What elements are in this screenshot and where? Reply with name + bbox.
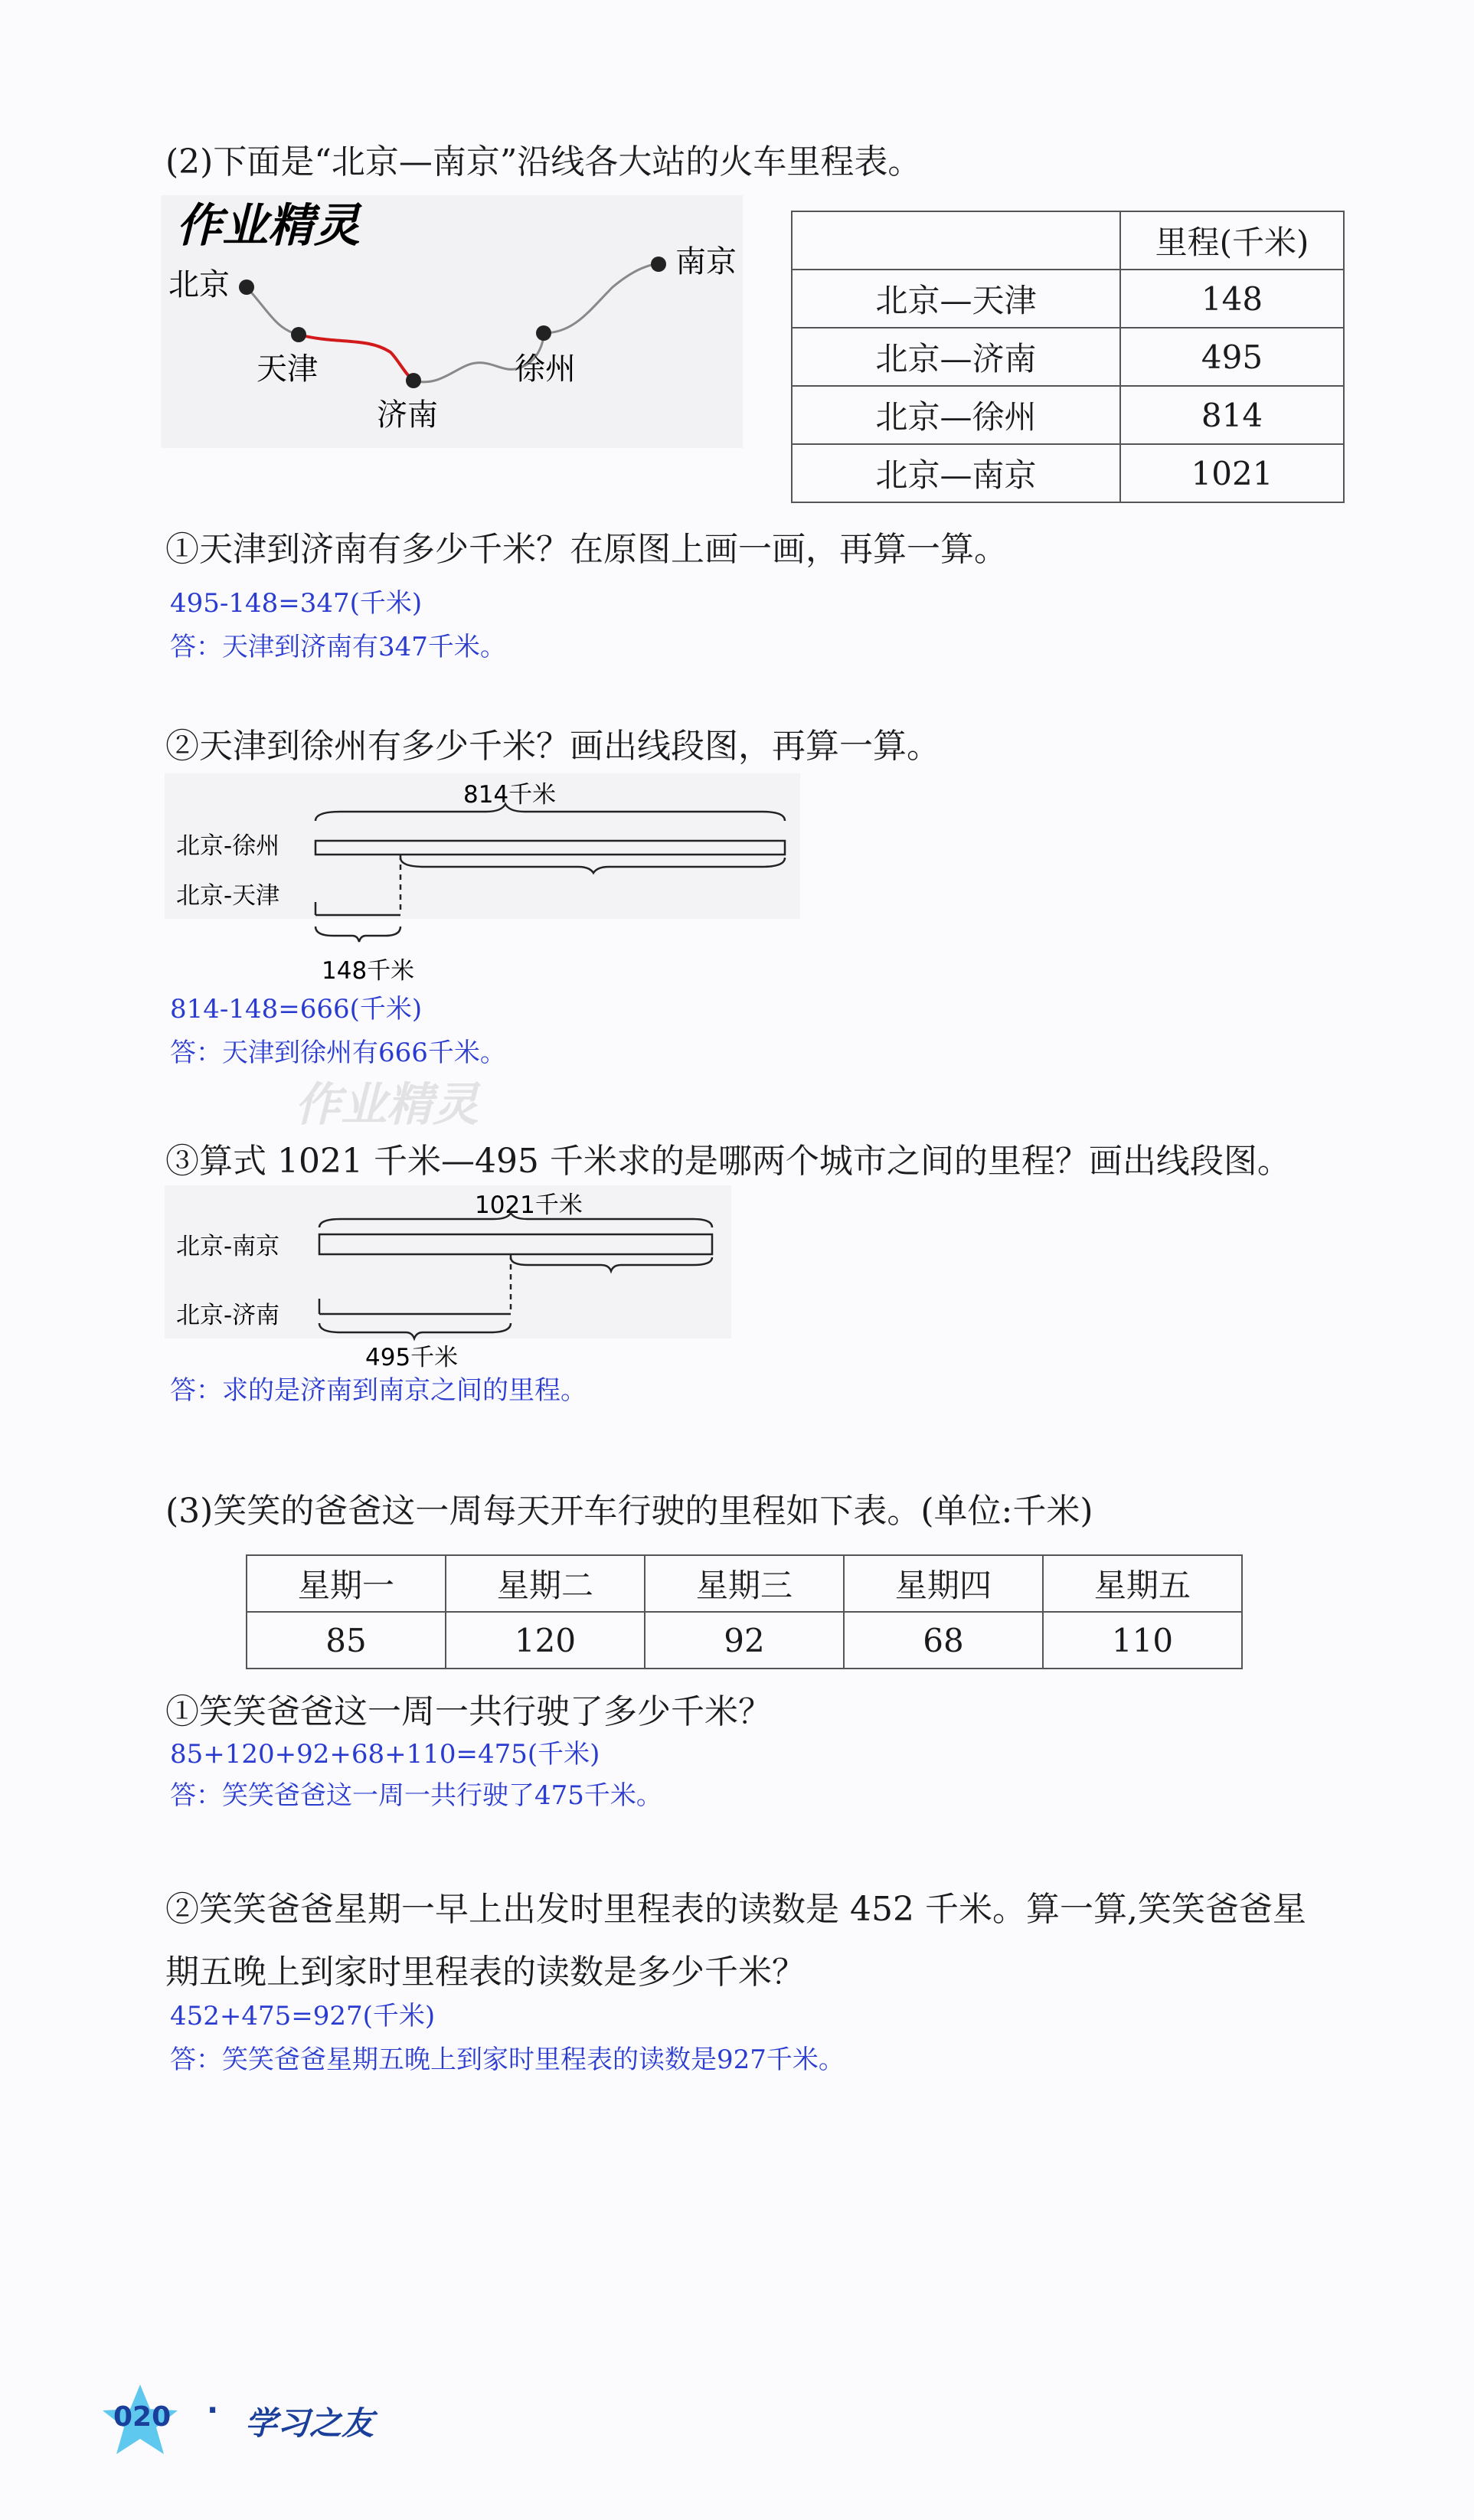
table-cell: 北京—南京: [792, 444, 1120, 502]
table-cell: 110: [1043, 1612, 1242, 1669]
station-label-nanjing: 南京: [675, 244, 737, 279]
section2-title: (2)下面是“北京—南京”沿线各大站的火车里程表。: [165, 142, 922, 181]
station-label-beijing: 北京: [168, 267, 230, 302]
table-cell: 北京—济南: [792, 328, 1120, 386]
table-header-cell: 星期一: [247, 1555, 446, 1612]
calc-3-2: 452+475=927(千米): [170, 2001, 436, 2031]
page-watermark: 作业精灵: [295, 1078, 479, 1132]
segment-diagram-2-3-svg: [165, 1185, 731, 1369]
table-cell: 148: [1120, 270, 1344, 328]
table-cell: [792, 211, 1120, 270]
table-header-cell: 星期四: [844, 1555, 1043, 1612]
question-2-3: ③算式 1021 千米—495 千米求的是哪两个城市之间的里程？画出线段图。: [165, 1142, 1291, 1181]
brand-logo: 学习之友: [245, 2404, 374, 2442]
diagram-part-label: 148千米: [322, 957, 415, 985]
station-label-xuzhou: 徐州: [515, 351, 576, 387]
question-2-1: ①天津到济南有多少千米？在原图上画一画，再算一算。: [165, 530, 1008, 569]
diagram-part-label: 495千米: [365, 1344, 459, 1369]
question-3-2-line2: 期五晚上到家时里程表的读数是多少千米？: [165, 1953, 806, 1992]
station-dot-tianjin: [291, 327, 306, 342]
row-label-beijing-jinan: 北京-济南: [176, 1302, 280, 1329]
table-header-cell: 星期三: [645, 1555, 844, 1612]
table-cell: 北京—徐州: [792, 386, 1120, 444]
railway-map-svg: [161, 195, 743, 448]
table-cell: 1021: [1120, 444, 1344, 502]
table-cell: 495: [1120, 328, 1344, 386]
station-label-tianjin: 天津: [257, 351, 318, 387]
table-row: [792, 328, 1344, 386]
question-2-2: ②天津到徐州有多少千米？画出线段图，再算一算。: [165, 727, 940, 766]
segment-diagram-2-2: [165, 773, 800, 1003]
diagram-total-label: 814千米: [463, 781, 557, 809]
page-number: 020: [113, 2401, 172, 2433]
table-row: [792, 270, 1344, 328]
station-label-jinan: 济南: [377, 397, 438, 433]
row-label-beijing-xuzhou: 北京-徐州: [176, 832, 280, 860]
diagram-total-label: 1021千米: [475, 1191, 583, 1219]
row-label-beijing-tianjin: 北京-天津: [176, 882, 280, 910]
answer-2-2: 答：天津到徐州有666千米。: [170, 1038, 506, 1068]
map-watermark: 作业精灵: [176, 199, 360, 253]
question-3-2-line1: ②笑笑爸爸星期一早上出发时里程表的读数是 452 千米。算一算,笑笑爸爸星: [165, 1890, 1306, 1929]
table-row: [792, 211, 1344, 270]
calc-3-1: 85+120+92+68+110=475(千米): [170, 1739, 600, 1770]
segment-diagram-2-3: [165, 1185, 731, 1369]
table-row: [792, 386, 1344, 444]
station-dot-nanjing: [651, 257, 666, 272]
answer-3-2: 答：笑笑爸爸星期五晚上到家时里程表的读数是927千米。: [170, 2044, 845, 2075]
table-row: [247, 1555, 1242, 1612]
table-cell: 85: [247, 1612, 446, 1669]
table-header-cell: 星期二: [446, 1555, 645, 1612]
table-cell: 92: [645, 1612, 844, 1669]
table-header-cell: 星期五: [1043, 1555, 1242, 1612]
table-row: [247, 1612, 1242, 1669]
footer-dot: ·: [207, 2393, 219, 2428]
mileage-table: [791, 211, 1345, 503]
table-cell: 68: [844, 1612, 1043, 1669]
answer-2-1: 答：天津到济南有347千米。: [170, 632, 506, 662]
table-cell: 北京—天津: [792, 270, 1120, 328]
calc-2-2: 814-148=666(千米): [170, 994, 423, 1025]
table-row: [792, 444, 1344, 502]
weekly-mileage-table: [246, 1554, 1243, 1669]
segment-diagram-2-2-svg: [165, 773, 800, 1003]
answer-3-1: 答：笑笑爸爸这一周一共行驶了475千米。: [170, 1780, 662, 1811]
section3-title: (3)笑笑的爸爸这一周每天开车行驶的里程如下表。(单位:千米): [165, 1492, 1093, 1531]
station-dot-xuzhou: [536, 325, 551, 341]
table-header-cell: 里程(千米): [1120, 211, 1344, 270]
railway-map: [161, 195, 743, 448]
row-label-beijing-nanjing: 北京-南京: [176, 1233, 280, 1260]
table-cell: 120: [446, 1612, 645, 1669]
question-3-1: ①笑笑爸爸这一周一共行驶了多少千米？: [165, 1692, 772, 1731]
station-dot-jinan: [406, 373, 421, 388]
answer-2-3: 答：求的是济南到南京之间的里程。: [170, 1375, 587, 1406]
station-dot-beijing: [239, 279, 254, 295]
table-cell: 814: [1120, 386, 1344, 444]
calc-2-1: 495-148=347(千米): [170, 588, 423, 619]
